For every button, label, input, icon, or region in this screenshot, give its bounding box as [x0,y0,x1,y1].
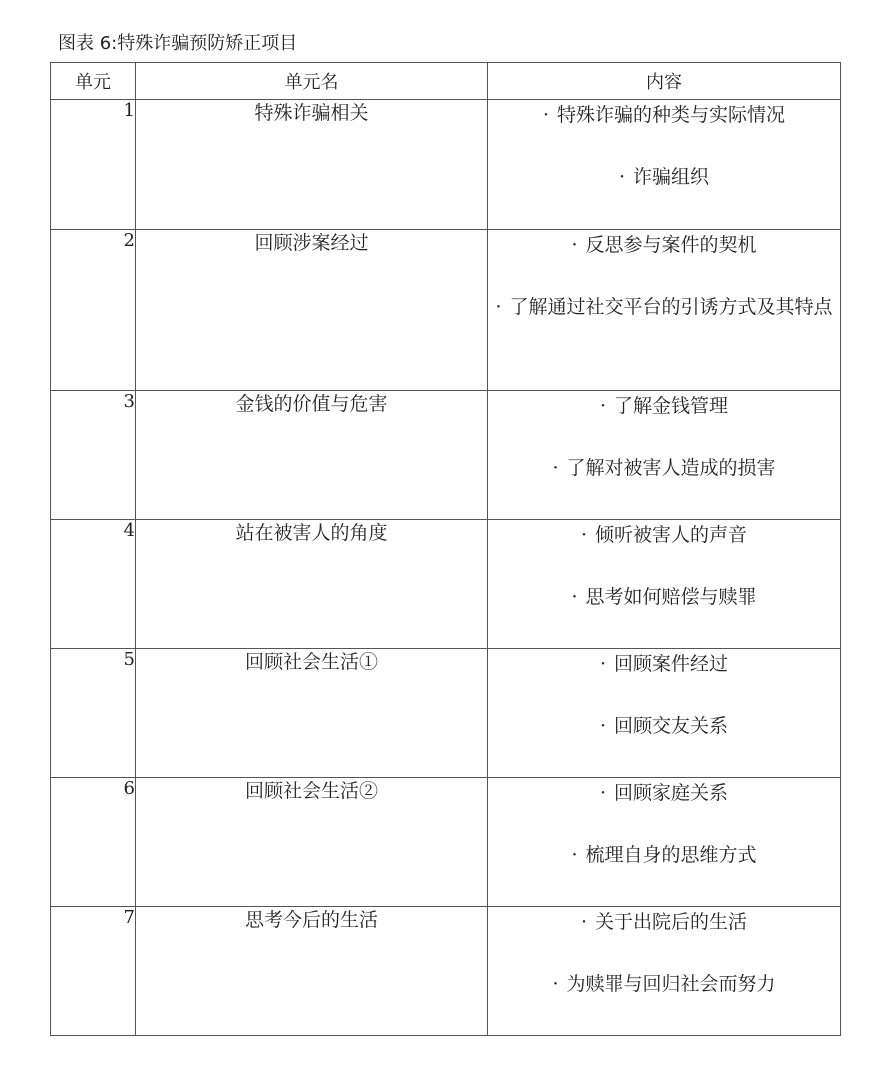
unit-number: 7 [51,907,136,1036]
unit-number: 2 [51,230,136,391]
content-item: · 反思参与案件的契机 [571,234,757,256]
header-unit: 单元 [51,63,136,100]
unit-content [488,230,841,391]
content-item: · 倾听被害人的声音 [580,524,748,546]
unit-name: 回顾涉案经过 [136,230,488,391]
unit-name: 金钱的价值与危害 [136,391,488,520]
table-row [51,520,841,649]
content-item: · 了解金钱管理 [599,395,729,417]
table-header-row [51,63,841,100]
unit-content [488,778,841,907]
unit-content [488,649,841,778]
unit-name: 站在被害人的角度 [136,520,488,649]
content-item: · 回顾交友关系 [599,715,729,737]
table-row [51,391,841,520]
unit-name: 回顾社会生活① [136,649,488,778]
content-item: · 回顾家庭关系 [599,782,729,804]
unit-content [488,907,841,1036]
content-item: · 诈骗组织 [618,166,710,188]
program-table [50,62,841,1036]
unit-number: 3 [51,391,136,520]
table-row [51,100,841,230]
header-content: 内容 [488,63,841,100]
content-item: · 为赎罪与回归社会而努力 [552,973,776,995]
header-unit-name: 单元名 [136,63,488,100]
unit-name: 思考今后的生活 [136,907,488,1036]
unit-number: 4 [51,520,136,649]
content-item: · 关于出院后的生活 [580,911,748,933]
unit-number: 5 [51,649,136,778]
content-item: · 了解通过社交平台的引诱方式及其特点 [495,296,833,318]
content-item: · 梳理自身的思维方式 [571,844,757,866]
content-item: · 思考如何赔偿与赎罪 [571,586,757,608]
content-item: · 了解对被害人造成的损害 [552,457,776,479]
unit-name: 回顾社会生活② [136,778,488,907]
unit-number: 1 [51,100,136,230]
unit-content [488,520,841,649]
content-item: · 特殊诈骗的种类与实际情况 [542,104,786,126]
table-row [51,649,841,778]
unit-number: 6 [51,778,136,907]
table-row [51,778,841,907]
unit-content [488,100,841,230]
unit-content [488,391,841,520]
unit-name: 特殊诈骗相关 [136,100,488,230]
table-row [51,230,841,391]
content-item: · 回顾案件经过 [599,653,729,675]
table-caption: 图表 6:特殊诈骗预防矫正项目 [58,33,298,54]
table-row [51,907,841,1036]
